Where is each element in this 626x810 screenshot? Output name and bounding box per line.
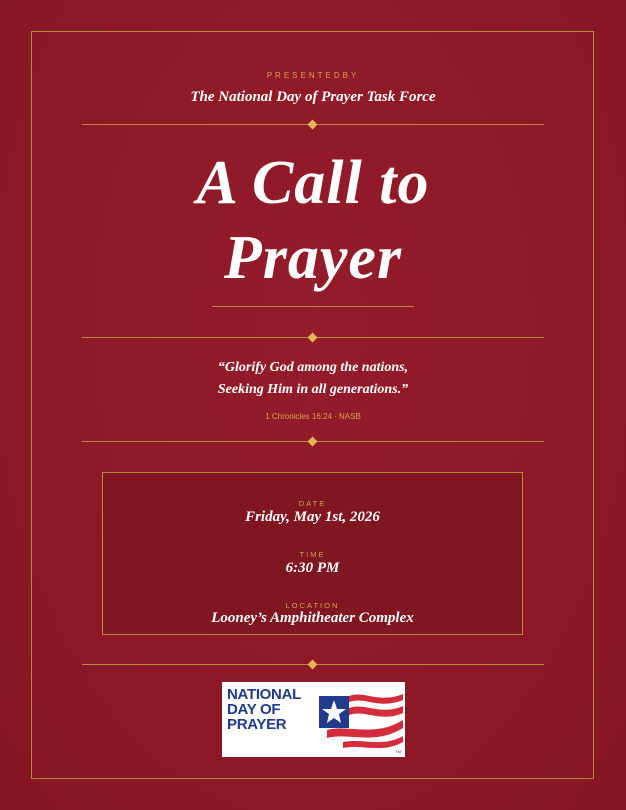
date-value: Friday, May 1st, 2026 xyxy=(245,509,380,525)
logo-line-2: DAY OF xyxy=(227,701,281,718)
trademark-mark: TM xyxy=(395,749,401,754)
scripture-verse xyxy=(0,357,626,401)
presented-by-label: PRESENTEDBY xyxy=(266,71,360,80)
verse-line-1: “Glorify God among the nations, xyxy=(217,360,409,375)
title-underline xyxy=(212,306,414,307)
event-details-box xyxy=(102,472,523,635)
title-line-1: A Call to xyxy=(196,149,430,217)
time-value: 6:30 PM xyxy=(285,560,340,576)
logo-line-1: NATIONAL xyxy=(227,686,301,703)
verse-line-2: Seeking Him in all generations.” xyxy=(217,382,409,397)
verse-citation: 1 Chronicles 16:24 · NASB xyxy=(265,412,361,421)
date-label: DATE xyxy=(298,499,327,508)
time-label: TIME xyxy=(299,550,326,559)
page-title xyxy=(0,146,626,296)
flag-star-icon xyxy=(319,686,403,754)
national-day-of-prayer-logo xyxy=(222,682,405,757)
logo-line-3: PRAYER xyxy=(227,716,287,733)
organization-name: The National Day of Prayer Task Force xyxy=(190,89,436,105)
logo-wordmark xyxy=(227,687,301,732)
location-value: Looney’s Amphitheater Complex xyxy=(211,610,414,626)
title-line-2: Prayer xyxy=(223,224,403,292)
location-label: LOCATION xyxy=(285,601,340,610)
